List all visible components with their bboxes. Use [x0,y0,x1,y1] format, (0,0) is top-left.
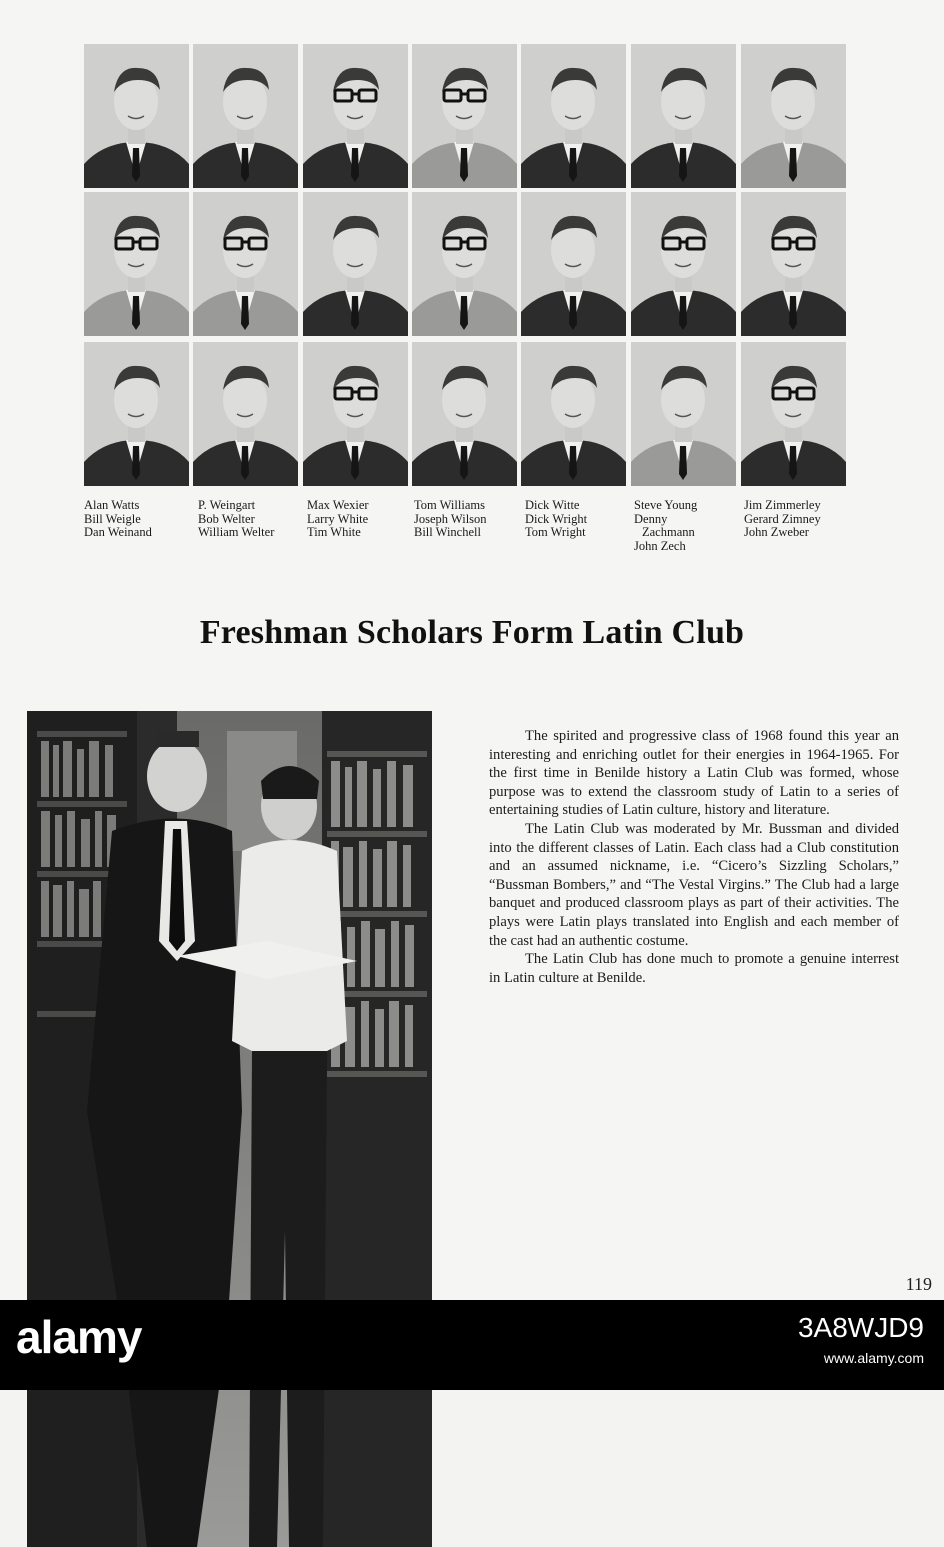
name-column-1 [84,499,152,540]
student-portrait [741,44,846,188]
student-name: Bill Weigle [84,511,141,526]
student-name: Denny [634,511,668,526]
student-name: Dick Wright [525,511,588,526]
student-portrait [303,342,408,486]
student-portrait [631,192,736,336]
page-headline: Freshman Scholars Form Latin Club [199,614,745,651]
student-name: William Welter [198,525,275,540]
article-text [489,727,899,987]
student-name: Bill Winchell [414,525,481,540]
student-name: Larry White [307,511,369,526]
article-paragraph: The Latin Club was moderated by Mr. Bussman and divided into the different classes of Latin. Each class had a Club constitution and an assumed nickname, i.e. “Cicero’s Sizzling Scholars,” “Bussman Bombers,” and “The Vestal Virgins.” The Club had a large banquet and produced classroom plays as part of their activities. The plays were Latin plays translated into English and each member of the cast had an authentic costume. [489,820,899,949]
student-name: John Zech [634,538,686,553]
student-portrait [412,44,517,188]
student-name: John Zweber [744,525,809,540]
student-name: Dick Witte [525,498,580,512]
student-portrait [193,192,298,336]
student-portrait [193,342,298,486]
student-portrait [84,192,189,336]
name-column-2 [198,499,274,540]
student-portrait [84,44,189,188]
watermark-url: www.alamy.com [823,1350,924,1366]
student-portrait [521,192,626,336]
student-name: Steve Young [634,498,698,512]
student-portrait [631,44,736,188]
student-portrait [84,342,189,486]
student-name: Dan Weinand [84,525,152,540]
library-photo [27,711,432,1547]
student-portrait [412,342,517,486]
name-column-5 [525,499,587,540]
student-portrait [631,342,736,486]
student-portrait [193,44,298,188]
portrait-grid [84,44,848,488]
student-name: P. Weingart [198,498,256,512]
name-column-3 [307,499,369,540]
student-name: Tim White [307,525,361,540]
portrait-names [84,499,864,563]
watermark-logo: alamy [16,1311,142,1363]
name-column-7 [744,499,821,540]
student-portrait [303,44,408,188]
student-name: Alan Watts [84,498,140,512]
student-portrait [521,44,626,188]
name-column-4 [414,499,487,540]
student-name: Tom Wright [525,525,586,540]
student-portrait [303,192,408,336]
student-name: Gerard Zimney [744,511,821,526]
article-paragraph: The Latin Club has done much to promote a genuine interrest in Latin culture at Benilde. [489,951,899,986]
student-portrait [412,192,517,336]
watermark-image-id: 3A8WJD9 [797,1312,924,1343]
student-name: Joseph Wilson [414,511,487,526]
student-name: Zachmann [642,525,695,540]
article-paragraph: The spirited and progressive class of 1968 found this year an interesting and enriching outlet for their energies in 1964-1965. For the first time in Benilde history a Latin Club was formed, whose purpose was to extend the classroom study of Latin to a series of entertaining studies of Latin culture, history and literature. [489,728,899,819]
student-name: Bob Welter [198,511,255,526]
page-number: 119 [905,1274,932,1294]
student-portrait [741,342,846,486]
student-name: Max Wexier [307,498,369,512]
student-name: Tom Williams [414,498,485,512]
name-column-6 [634,499,697,553]
student-portrait [521,342,626,486]
student-portrait [741,192,846,336]
student-name: Jim Zimmerley [744,498,821,512]
library-scene-image [27,711,432,1547]
